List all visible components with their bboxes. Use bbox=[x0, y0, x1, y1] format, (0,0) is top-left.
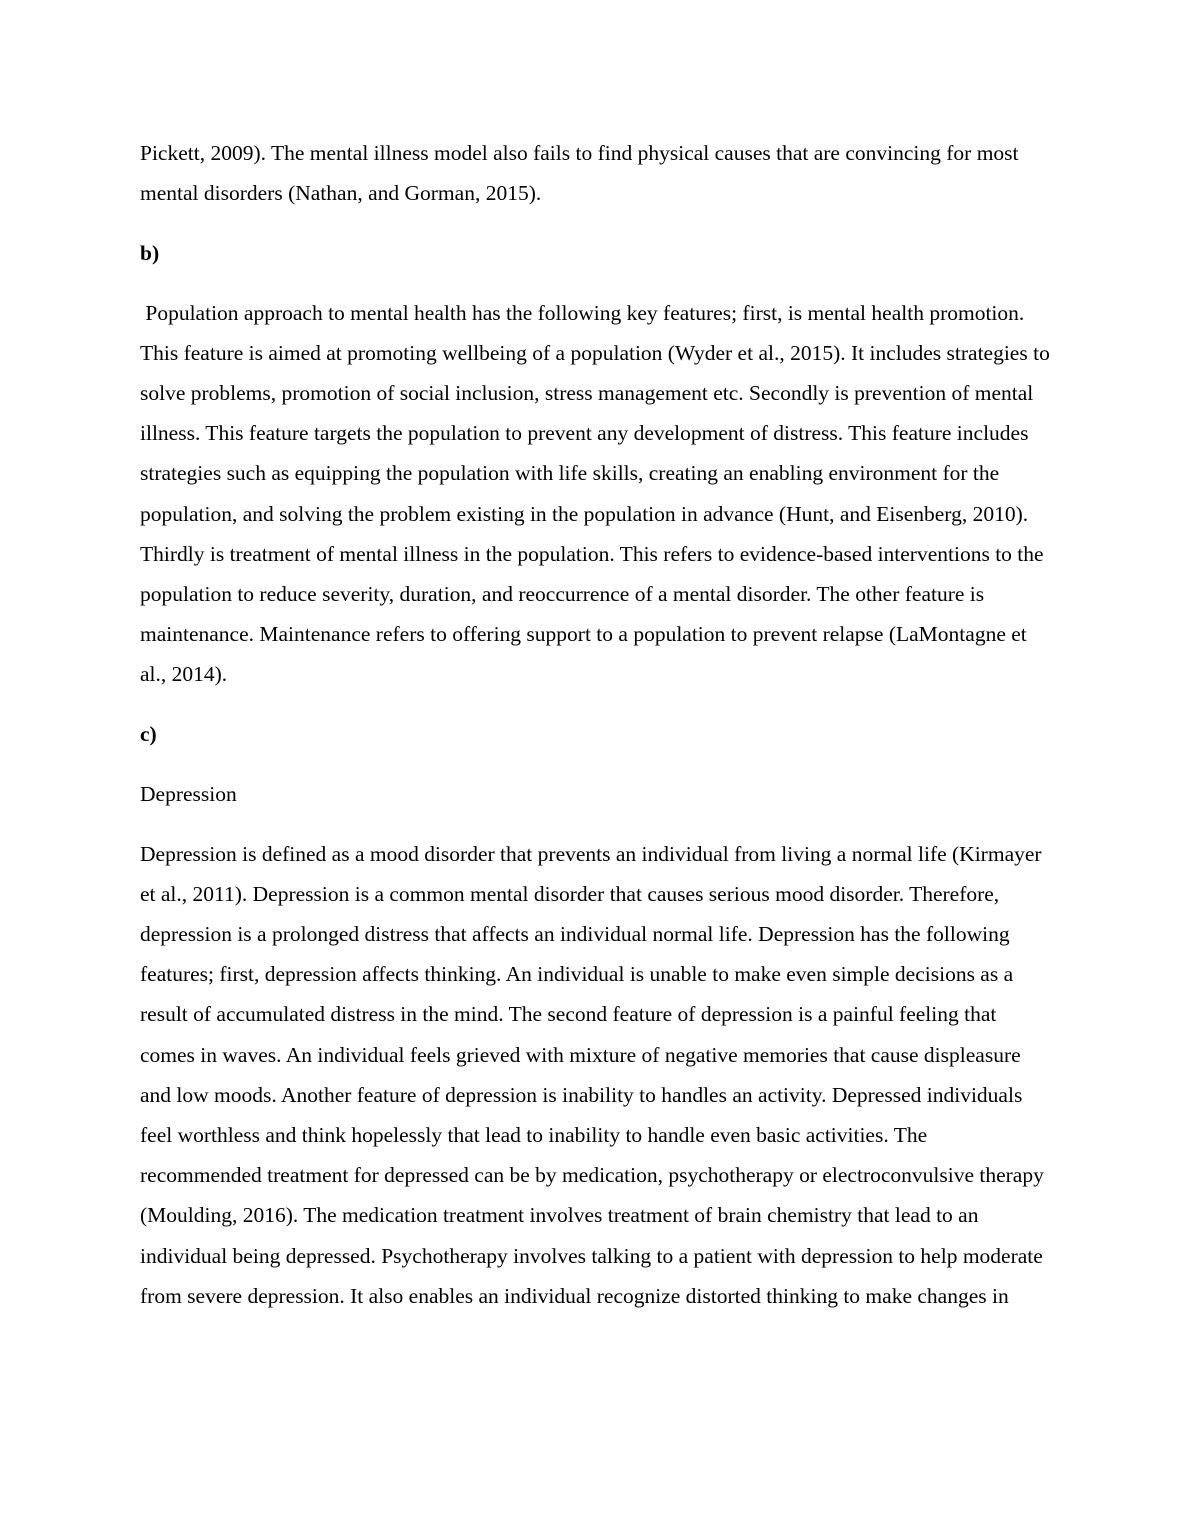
section-c-heading: c) bbox=[140, 722, 157, 747]
section-b-paragraph: Population approach to mental health has the following key features; first, is mental health promotion. This feature is aimed at promoting wellbeing of a population (Wyder et al., 2015). It includes strategies to solve problems, promotion of social inclusion, stress management etc. Secondly is prevention of mental illness. This feature targets the population to prevent any development of distress. This feature includes strategies such as equipping the population with life skills, creating an enabling environment for the population, and solving the problem existing in the population in advance (Hunt, and Eisenberg, 2010). Thirdly is treatment of mental illness in the population. This refers to evidence-based interventions to the population to reduce severity, duration, and reoccurrence of a mental disorder. The other feature is maintenance. Maintenance refers to offering support to a population to prevent relapse (LaMontagne et al., 2014). bbox=[140, 300, 1056, 687]
section-b-heading: b) bbox=[140, 240, 160, 265]
document-page bbox=[140, 133, 1056, 1316]
section-c-paragraph: Depression is defined as a mood disorder that prevents an individual from living a normal life (Kirmayer et al., 2011). Depression is a common mental disorder that causes serious mood disorder. Therefore, depression is a prolonged distress that affects an individual normal life. Depression has the following features; first, depression affects thinking. An individual is unable to make even simple decisions as a result of accumulated distress in the mind. The second feature of depression is a painful feeling that comes in waves. An individual feels grieved with mixture of negative memories that cause displeasure and low moods. Another feature of depression is inability to handles an activity. Depressed individuals feel worthless and think hopelessly that lead to inability to handle even basic activities. The recommended treatment for depressed can be by medication, psychotherapy or electroconvulsive therapy (Moulding, 2016). The medication treatment involves treatment of brain chemistry that lead to an individual being depressed. Psychotherapy involves talking to a patient with depression to help moderate from severe depression. It also enables an individual recognize distorted thinking to make changes in bbox=[140, 841, 1050, 1308]
continuation-paragraph: Pickett, 2009). The mental illness model also fails to find physical causes that are convincing for most mental disorders (Nathan, and Gorman, 2015). bbox=[140, 141, 1024, 206]
section-c-subheading: Depression bbox=[140, 781, 237, 806]
